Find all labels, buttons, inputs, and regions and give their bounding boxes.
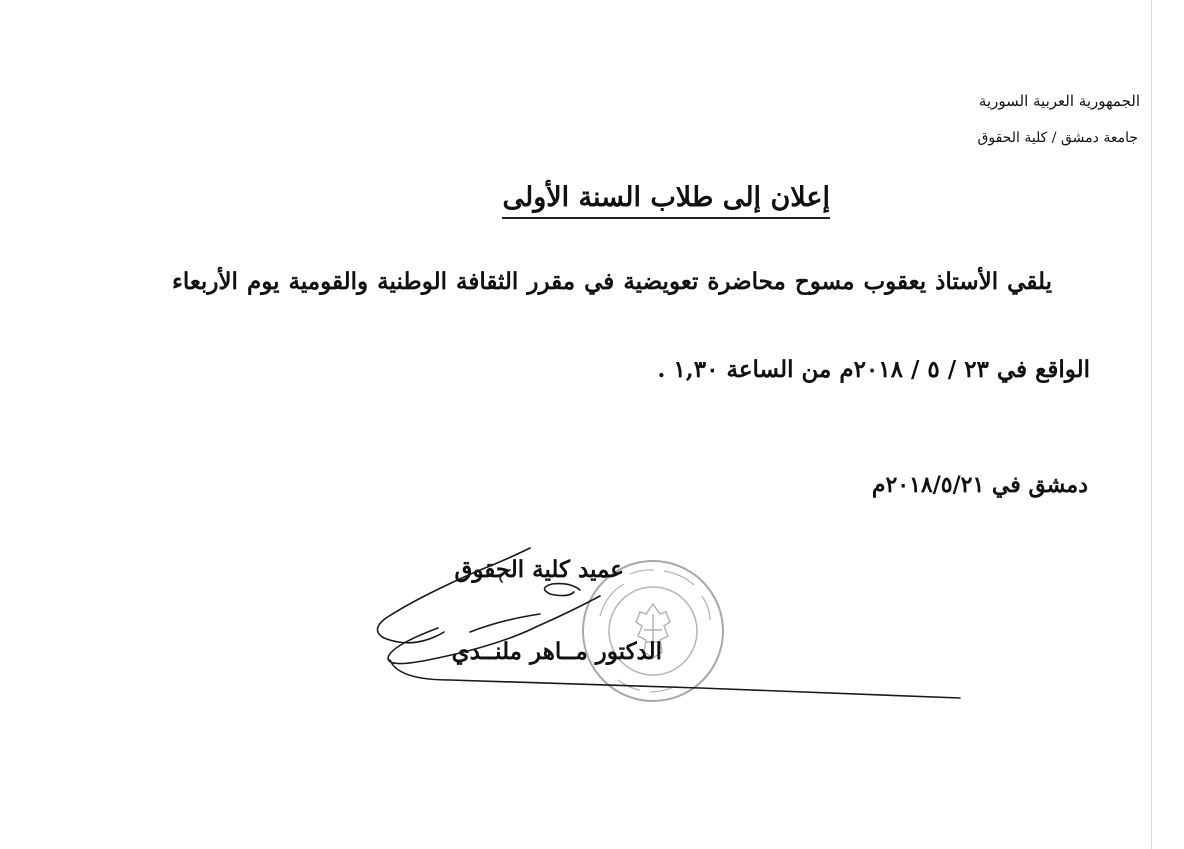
signatory-name: الدكتور مــاهر ملنــدي <box>451 638 662 665</box>
signatory-title: عميد كلية الحقوق <box>454 556 624 583</box>
handwritten-signature <box>370 540 970 720</box>
announcement-line-2: الواقع في ٢٣ / ٥ / ٢٠١٨م من الساعة ١,٣٠ . <box>657 356 1090 383</box>
header-institution: جامعة دمشق / كلية الحقوق <box>977 130 1138 146</box>
place-date: دمشق في ٢٠١٨/٥/٢١م <box>871 472 1088 498</box>
announcement-title: إعلان إلى طلاب السنة الأولى <box>502 182 830 219</box>
header-country: الجمهورية العربية السورية <box>978 92 1140 110</box>
page-edge-line <box>1151 0 1152 849</box>
announcement-line-1: يلقي الأستاذ يعقوب مسوح محاضرة تعويضية في مقرر الثقافة الوطنية والقومية يوم الأربعاء <box>172 268 1052 295</box>
